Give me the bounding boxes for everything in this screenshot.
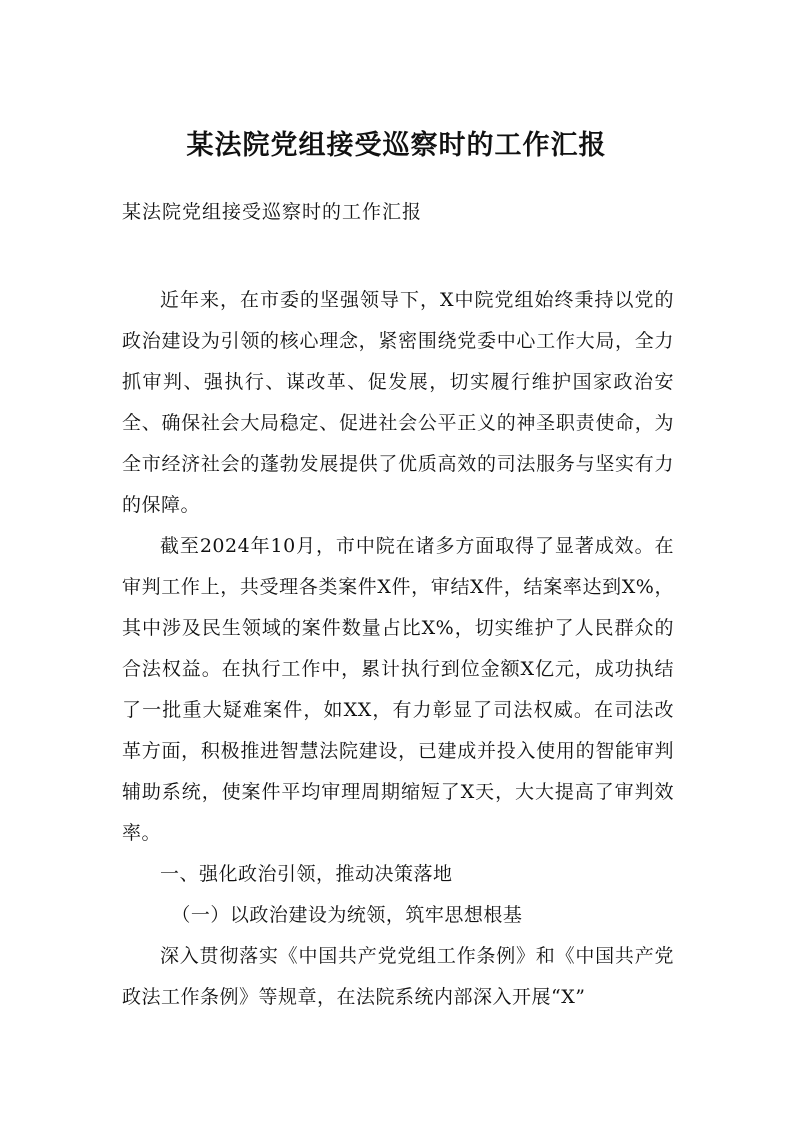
paragraph-intro: 近年来，在市委的坚强领导下，X中院党组始终秉持以党的政治建设为引领的核心理念，紧密围绕党委中心工作大局，全力抓审判、强执行、谋改革、促发展，切实履行维护国家政治安全、确保社会大局稳定、促进社会公平正义的神圣职责使命，为全市经济社会的蓬勃发展提供了优质高效的司法服务与坚实有力的保障。 [122, 289, 674, 516]
paragraph-achievements: 截至2024年10月，市中院在诸多方面取得了显著成效。在审判工作上，共受理各类案件X件，审结X件，结案率达到X%，其中涉及民生领域的案件数量占比X%，切实维护了人民群众的合法权益。在执行工作中，累计执行到位金额X亿元，成功执结了一批重大疑难案件，如XX，有力彰显了司法权威。在司法改革方面，积极推进智慧法院建设，已建成并投入使用的智能审判辅助系统，使案件平均审理周期缩短了X天，大大提高了审判效率。 [122, 535, 674, 844]
subsection-heading: （一）以政治建设为统领，筑牢思想根基 [171, 904, 523, 926]
document-body [122, 280, 674, 1018]
document-title: 某法院党组接受巡察时的工作汇报 [186, 130, 607, 161]
paragraph-implementation: 深入贯彻落实《中国共产党党组工作条例》和《中国共产党政法工作条例》等规章，在法院系统内部深入开展“X” [122, 945, 674, 1008]
document-subtitle: 某法院党组接受巡察时的工作汇报 [122, 201, 423, 223]
section-heading: 一、强化政治引领，推动决策落地 [160, 863, 453, 885]
